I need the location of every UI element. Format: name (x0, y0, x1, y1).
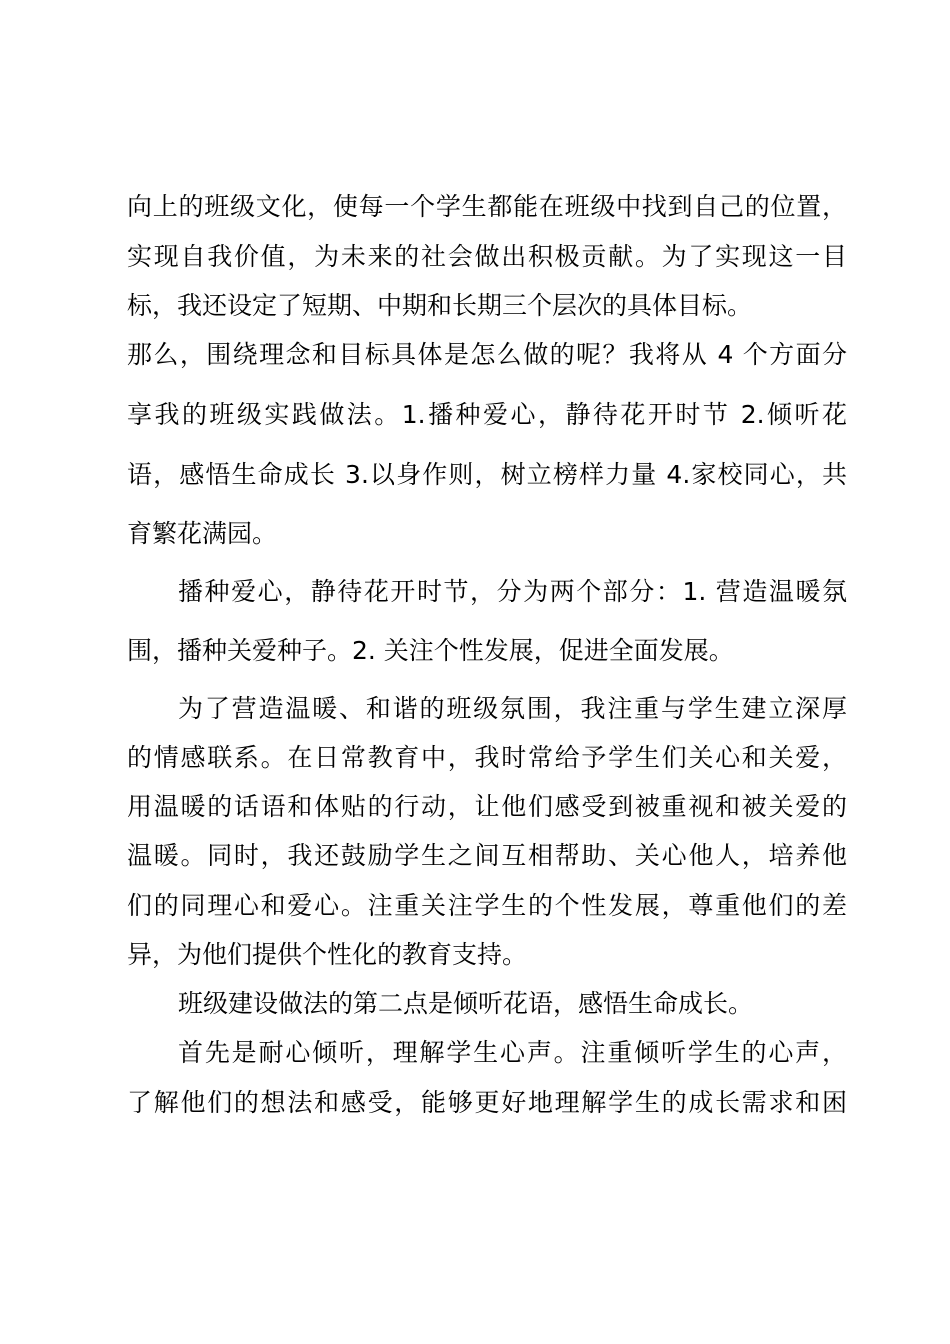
text-line: 播种爱心，静待花开时节，分为两个部分：1. 营造温暖氛 (178, 577, 847, 606)
text-line: 向上的班级文化，使每一个学生都能在班级中找到自己的位置， (127, 192, 847, 221)
text-line: 标，我还设定了短期、中期和长期三个层次的具体目标。 (127, 291, 753, 320)
text-line: 们的同理心和爱心。注重关注学生的个性发展，尊重他们的差 (127, 891, 847, 920)
text-line: 实现自我价值，为未来的社会做出积极贡献。为了实现这一目 (127, 242, 847, 271)
text-line: 温暖。同时，我还鼓励学生之间互相帮助、关心他人，培养他 (127, 841, 847, 870)
text-line: 享我的班级实践做法。1.播种爱心，静待花开时节 2.倾听花 (127, 400, 847, 429)
text-line: 那么，围绕理念和目标具体是怎么做的呢？我将从 4 个方面分 (127, 340, 847, 369)
text-line: 育繁花满园。 (127, 519, 278, 548)
text-line: 语，感悟生命成长 3.以身作则，树立榜样力量 4.家校同心，共 (127, 460, 847, 489)
text-line: 为了营造温暖、和谐的班级氛围，我注重与学生建立深厚 (178, 694, 847, 723)
text-line: 了解他们的想法和感受，能够更好地理解学生的成长需求和困 (127, 1088, 847, 1117)
text-line: 异，为他们提供个性化的教育支持。 (127, 940, 528, 969)
text-line: 用温暖的话语和体贴的行动，让他们感受到被重视和被关爱的 (127, 792, 847, 821)
text-line: 首先是耐心倾听，理解学生心声。注重倾听学生的心声， (178, 1038, 847, 1067)
text-line: 的情感联系。在日常教育中，我时常给予学生们关心和关爱， (127, 743, 847, 772)
text-line: 围，播种关爱种子。2. 关注个性发展，促进全面发展。 (127, 636, 734, 665)
text-line: 班级建设做法的第二点是倾听花语，感悟生命成长。 (178, 989, 754, 1018)
